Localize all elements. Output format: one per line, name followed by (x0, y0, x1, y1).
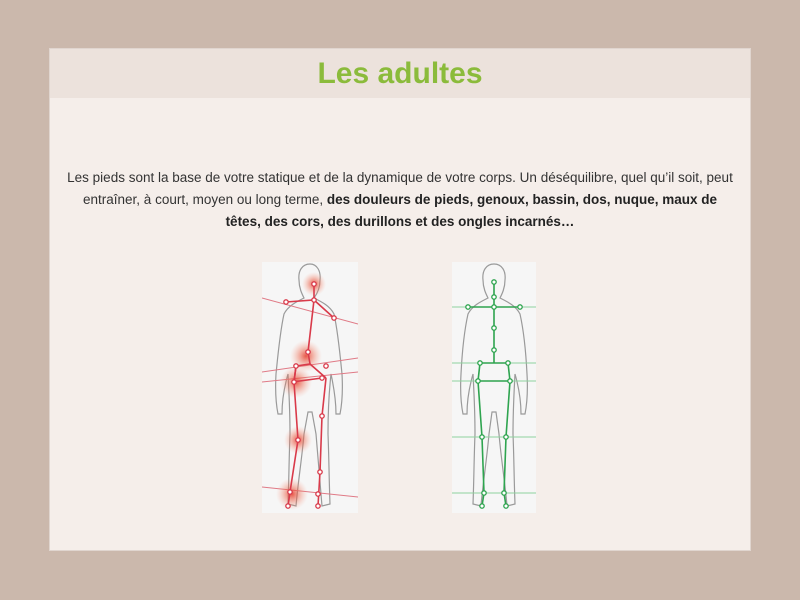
misaligned-body-skeleton-icon (262, 262, 358, 513)
aligned-body-skeleton-icon (452, 262, 536, 513)
content-card (50, 49, 750, 550)
aligned-body-figure (452, 262, 536, 513)
page-title: Les adultes (317, 56, 483, 90)
intro-text: Les pieds sont la base de votre statique et de la dynamique de votre corps. Un déséquilibre, quel qu’il soit, peut entraîner, à court, moyen ou long terme, (67, 169, 733, 207)
title-bar (50, 49, 750, 98)
intro-paragraph (64, 167, 736, 233)
intro-bold-text: des douleurs de pieds, genoux, bassin, dos, nuque, maux de têtes, des cors, des durillons et des ongles incarnés… (225, 191, 717, 229)
misaligned-body-figure (262, 262, 358, 513)
